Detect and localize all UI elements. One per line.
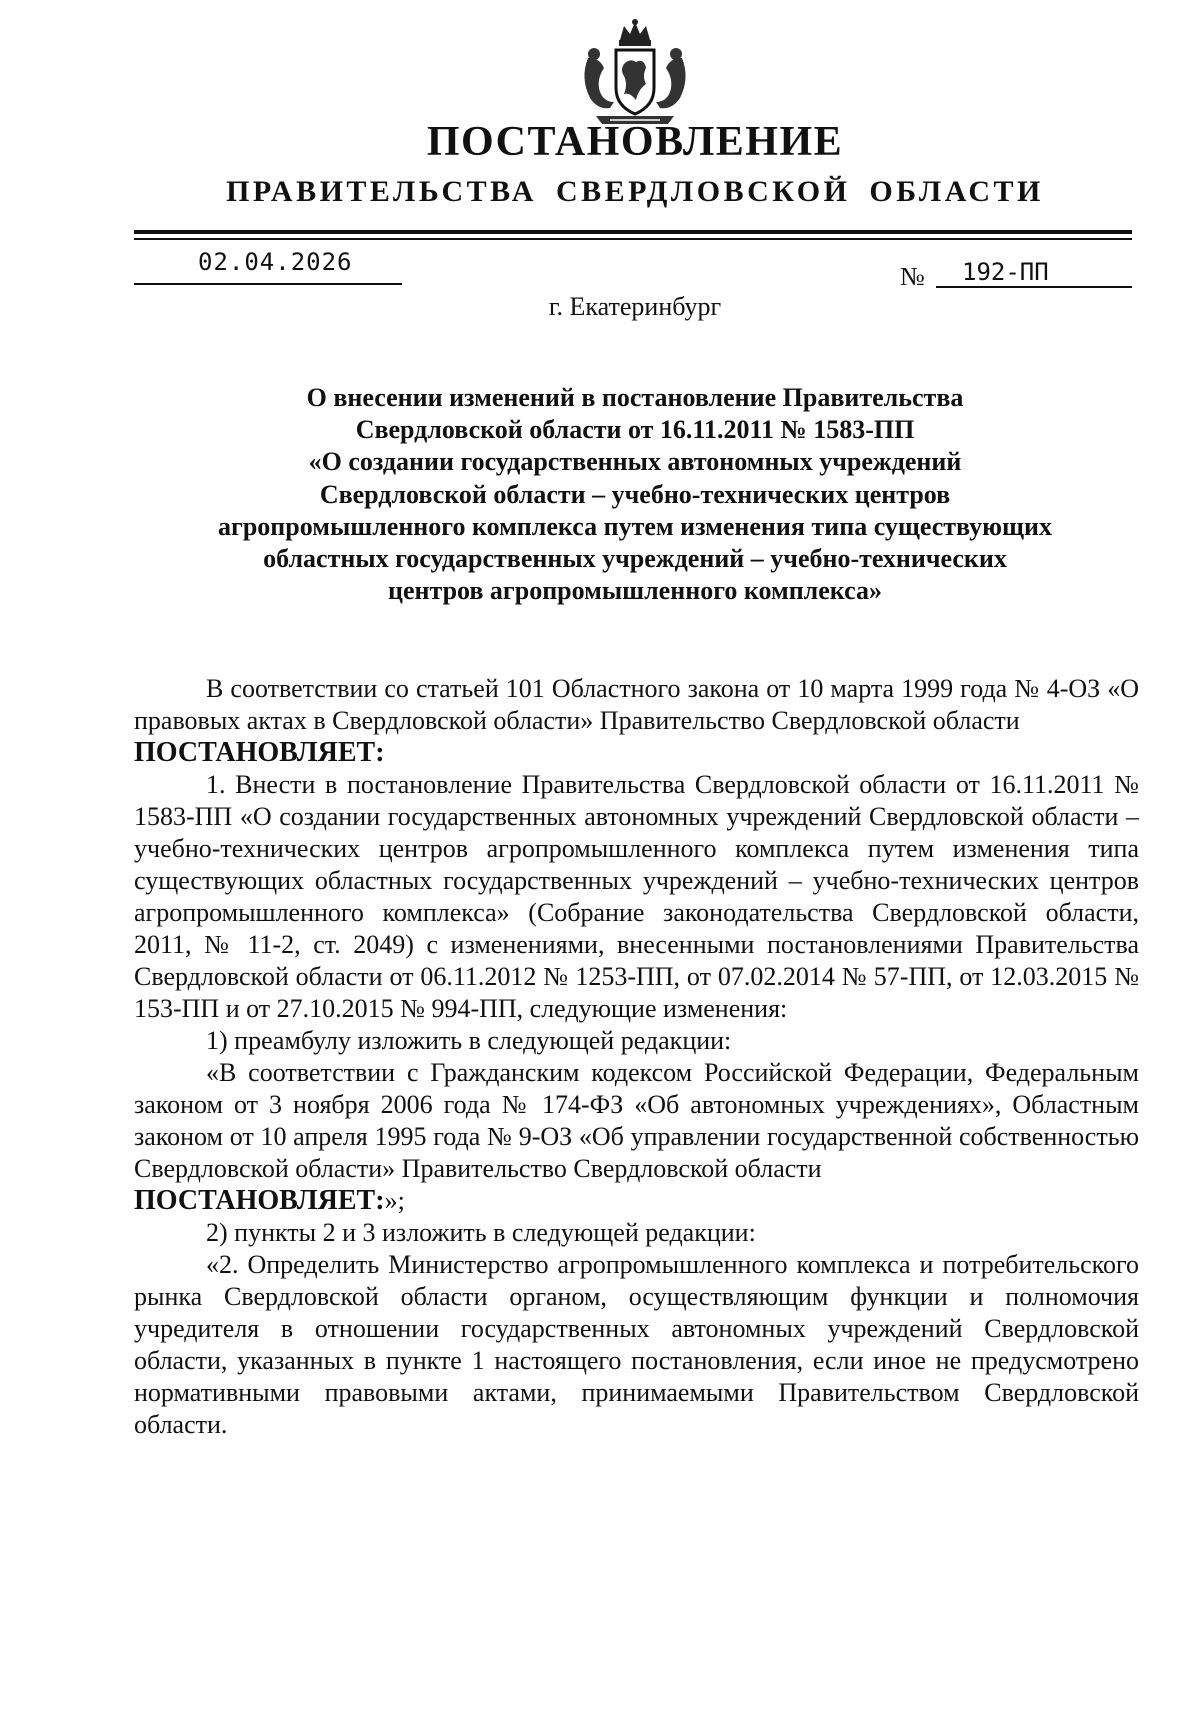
document-title: ПОСТАНОВЛЕНИЕ [426, 119, 844, 165]
heading-line: агропромышленного комплекса путем изменения типа существующих [218, 511, 1052, 541]
resolves-keyword-2: ПОСТАНОВЛЯЕТ: [134, 1185, 385, 1216]
number-sign: № [900, 262, 925, 291]
header-rule-thick [134, 230, 1132, 234]
preamble-paragraph: В соответствии со статьей 101 Областного закона от 10 марта 1999 года № 4-ОЗ «О правовых актах в Свердловской области» Правительство Свердловской области [134, 674, 1139, 735]
quote-1-paragraph: «В соответствии с Гражданским кодексом Российской Федерации, Федеральным законом от 3 ноября 2006 года № 174-ФЗ «Об автономных учреждениях», Областным законом от 10 апреля 1995 года № 9-ОЗ «Об управлении государственной собственностью Свердловской области» Правительство Свердловской области [134, 1058, 1139, 1183]
coat-of-arms-icon [570, 18, 700, 128]
document-subtitle: ПРАВИТЕЛЬСТВА СВЕРДЛОВСКОЙ ОБЛАСТИ [226, 175, 1044, 208]
document-number: 192-ПП [962, 258, 1049, 286]
quote-2-paragraph: «2. Определить Министерство агропромышленного комплекса и потребительского рынка Свердловской области органом, осуществляющим функции и полномочия учредителя в отношении государственных автономных учреждений Свердловской области, указанных в пункте 1 настоящего постановления, если иное не предусмотрено нормативными правовыми актами, принимаемыми Правительством Свердловской области. [134, 1250, 1139, 1439]
document-date: 02.04.2026 [198, 248, 353, 276]
item-1-paragraph: 1. Внести в постановление Правительства Свердловской области от 16.11.2011 № 1583-ПП «О создании государственных автономных учреждений Свердловской области – учебно-технических центров агропромышленного комплекса путем изменения типа существующих областных государственных учреждений – учебно-технических центров агропромышленного комплекса» (Собрание законодательства Свердловской области, 2011, № 11-2, ст. 2049) с изменениями, внесенными постановлениями Правительства Свердловской области от 06.11.2012 № 1253-ПП, от 07.02.2014 № 57-ПП, от 12.03.2015 № 153-ПП и от 27.10.2015 № 994-ПП, следующие изменения: [134, 770, 1139, 1023]
resolves-keyword-quoted [134, 1185, 1139, 1217]
heading-line: Свердловской области – учебно-технических центров [319, 479, 951, 509]
subitem-2-paragraph: 2) пункты 2 и 3 изложить в следующей редакции: [206, 1218, 756, 1247]
heading-line: областных государственных учреждений – учебно-технических [263, 544, 1007, 574]
document-heading [130, 382, 1140, 607]
resolves-keyword: ПОСТАНОВЛЯЕТ: [134, 737, 385, 768]
number-underline [936, 286, 1132, 288]
date-underline [134, 283, 402, 285]
heading-line: Свердловской области от 16.11.2011 № 1583-ПП [355, 415, 915, 445]
subitem-1-paragraph: 1) преамбулу изложить в следующей редакции: [206, 1026, 732, 1055]
header-rule-thin [134, 238, 1132, 240]
document-city: г. Екатеринбург [548, 292, 722, 321]
heading-line: «О создании государственных автономных учреждений [308, 447, 962, 477]
heading-line: центров агропромышленного комплекса» [387, 576, 882, 606]
quote-close: »; [384, 1186, 405, 1215]
heading-line: О внесении изменений в постановление Правительства [306, 383, 964, 412]
document-body [134, 673, 1139, 1441]
